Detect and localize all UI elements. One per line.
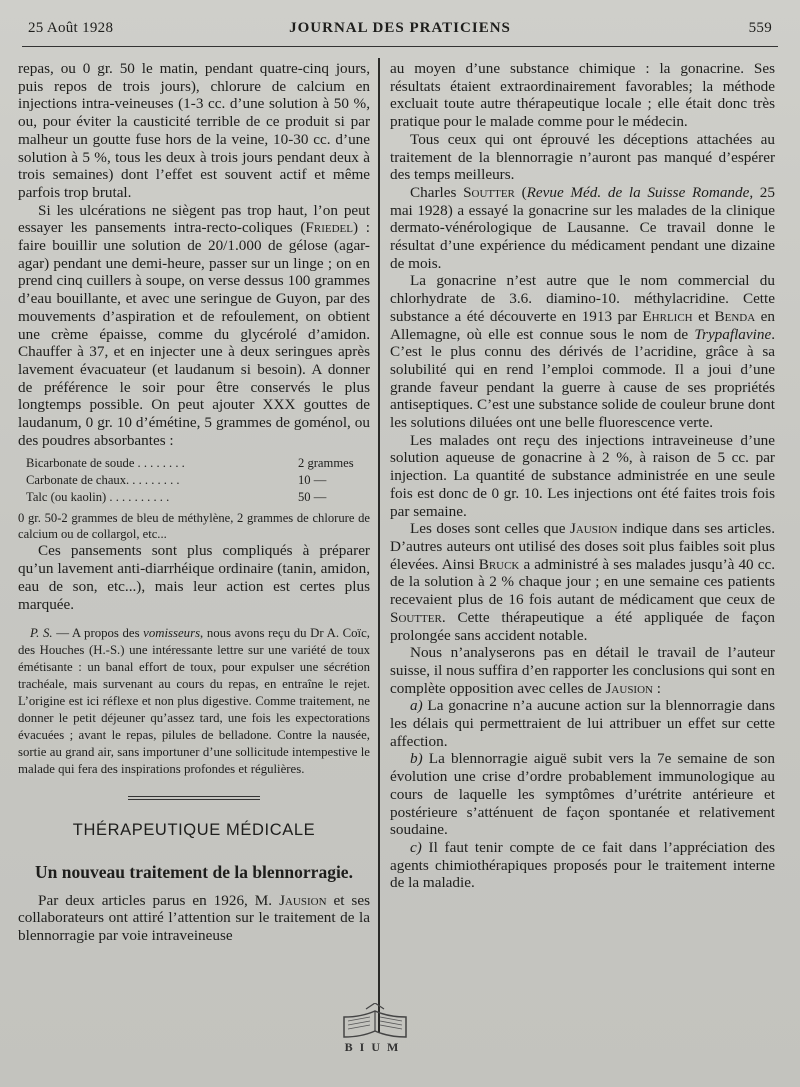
author-name: Soutter	[463, 183, 515, 201]
paragraph: repas, ou 0 gr. 50 le matin, pendant quatre-cinq jours, puis repos de trois jours), chlorure de calcium en injections intra-veineuses (1-3 cc. d’une solution à 50 %, ou, pour éviter la causticité terrible de ce produit si par malheur un goutte fuse hors de la veine, 10-30 cc. d’une solution à 5 %, tous les deux à trois jours pendant deux à trois semaines) dont l’effet est souvent actif et même parfois trop brutal.	[18, 60, 370, 201]
paragraph: Par deux articles parus en 1926, M. Jausion et ses collaborateurs ont attiré l’attention sur le traitement de la blennorragie par voie intraveineuse	[18, 891, 370, 945]
author-name: Benda	[714, 307, 756, 325]
header-date: 25 Août 1928	[28, 20, 114, 36]
paragraph: au moyen d’une substance chimique : la gonacrine. Ses résultats étaient extraordinairement favorables; la méthode excluait toute autre thérapeutique locale ; elle était donc très pratique pour le malade comme pour le médecin.	[390, 60, 775, 131]
ps-label: P. S.	[30, 626, 53, 641]
paragraph: Tous ceux qui ont éprouvé les déceptions attachées au traitement de la blennorragie n’auront pas manqué d’espérer des temps meilleurs.	[390, 130, 775, 184]
paragraph: Charles Soutter (Revue Méd. de la Suisse Romande, 25 mai 1928) a essayé la gonacrine sur les malades de la clinique dermato-vénérologique de Lausanne. Ce travail donne le résultat d’une expérience du médicament pendant une dizaine de mois.	[390, 183, 775, 272]
conclusion-b: b) La blennorragie aiguë subit vers la 7e semaine de son évolution une crise d’ordre probablement immunologique au cours de laquelle les symptômes d’urétrite antérieure et postérieure s’atténuent de façon spontanée et relativement soudaine.	[390, 750, 775, 839]
author-name: Soutter	[390, 608, 442, 626]
formula-row: Bicarbonate de soude . . . . . . . . 2 grammes	[26, 456, 354, 471]
right-column	[390, 60, 775, 892]
paragraph: Si les ulcérations ne siègent pas trop haut, l’on peut essayer les pansements intra-recto-coliques (Friedel) : faire bouillir une solution de 20/1.000 de gélose (agar-agar) pendant une demi-heure, passer sur un linge ; on en prend cinq cuillers à soupe, on verse dessus 100 grammes d’eau bouillante, et avec une seringue de Guyon, par des mouvements d’aspiration et de refoulement, on obtient une crème épaisse, comme du glycérolé d’amidon. Chauffer à 37, et en injecter une à deux seringues après lavement évacuateur (et laudanum si besoin). A donner de préférence le soir pour être conservés le plus longtemps possible. On peut ajouter XXX gouttes de laudanum, 0 gr. 10 d’émétine, 5 grammes de goménol, ou des poudres absorbantes :	[18, 201, 370, 449]
column-divider	[378, 58, 380, 1033]
author-name: Ehrlich	[642, 307, 693, 325]
formula-table	[26, 455, 370, 506]
author-name: Jausion	[279, 891, 327, 909]
author-name: Bruck	[478, 555, 520, 573]
journal-citation: Revue Méd. de la Suisse Romande	[526, 183, 750, 201]
paragraph: Ces pansements sont plus compliqués à préparer qu’un lavement anti-diarrhéique ordinaire (tanin, amidon, eau de son, etc...), mais leur action est certes plus marquée.	[18, 542, 370, 613]
formula-row: Carbonate de chaux. . . . . . . . . 10 —	[26, 473, 327, 488]
page-header	[28, 20, 772, 40]
postscript: P. S. — A propos des vomisseurs, nous avons reçu du Dr A. Coïc, des Houches (H.-S.) une intéressante lettre sur une variété de toux émétisante : un banal effort de toux, pour expulser une sécrétion trachéale, mais survenant au cours du repas, en entraîne le rejet. L’origine est ici réflexe et non plus digestive. Comme traitement, ne donner le petit déjeuner qu’assez tard, une fois les expectorations évacuées ; avant le repas, pilules de belladone. Contre la nausée, sortie au grand air, sans importuner d’une sollicitude intempestive le malade qui fera des inspirations profondes et régulières.	[18, 626, 370, 777]
header-rule	[22, 46, 778, 47]
author-name: Jausion	[569, 520, 618, 538]
formula-note: 0 gr. 50-2 grammes de bleu de méthylène, 2 grammes de chlorure de calcium ou de collargol, etc...	[18, 511, 370, 542]
section-title: THÉRAPEUTIQUE MÉDICALE	[72, 821, 316, 840]
emblem-label: BIUM	[344, 1040, 406, 1054]
paragraph: Les doses sont celles que Jausion indique dans ses articles. D’autres auteurs ont utilisé des doses soit plus faibles soit plus élevées. Ainsi Bruck a administré à ses malades jusqu’à 40 cc. de la solution à 2 % chaque jour ; en une semaine ces patients recevaient plus de 16 fois autant de médicament que ceux de Soutter. Cette thérapeutique a été appliquée de façon prolongée sans accident notable.	[390, 520, 775, 644]
paragraph: La gonacrine n’est autre que le nom commercial du chlorhydrate de 3.6. diamino-10. méthylacridine. Cette substance a été découverte en 1913 par Ehrlich et Benda en Allemagne, où elle est connue sous le nom de Trypaflavine. C’est le plus connu des dérivés de l’acridine, grâce à sa solubilité qui en rend l’emploi commode. Il a joui d’une grande faveur pendant la guerre à cause de ses propriétés antiseptiques. C’est une substance solide de couleur brune dont les solutions diluées ont une belle fluorescence verte.	[390, 272, 775, 432]
drug-name: Trypaflavine	[694, 325, 772, 343]
left-column	[18, 60, 370, 945]
conclusion-c: c) Il faut tenir compte de ce fait dans l’appréciation des agents chimiothérapiques proposés pour le traitement interne de la maladie.	[390, 838, 775, 892]
section-divider	[128, 796, 260, 800]
page-number: 559	[748, 20, 772, 36]
journal-title: JOURNAL DES PRATICIENS	[289, 20, 511, 36]
author-name: Friedel	[305, 219, 353, 237]
article-title: Un nouveau traitement de la blennorragie.	[35, 861, 353, 882]
author-name: Jausion	[605, 679, 653, 697]
paragraph: Les malades ont reçu des injections intraveineuse d’une solution aqueuse de gonacrine à 2 %, à raison de 5 cc. par injection. La quantité de substance administrée en une seule fois est donc de 0 gr. 10. Les injections ont été faites trois fois par semaine.	[390, 431, 775, 520]
conclusion-a: a) La gonacrine n’a aucune action sur la blennorragie dans les délais qui permettraient de lui attribuer un effet sur cette affection.	[390, 697, 775, 750]
paragraph: Nous n’analyserons pas en détail le travail de l’auteur suisse, il nous suffira d’en rapporter les conclusions qui sont en complète opposition avec celles de Jausion :	[390, 644, 775, 697]
formula-row: Talc (ou kaolin) . . . . . . . . . . 50 —	[26, 490, 327, 505]
